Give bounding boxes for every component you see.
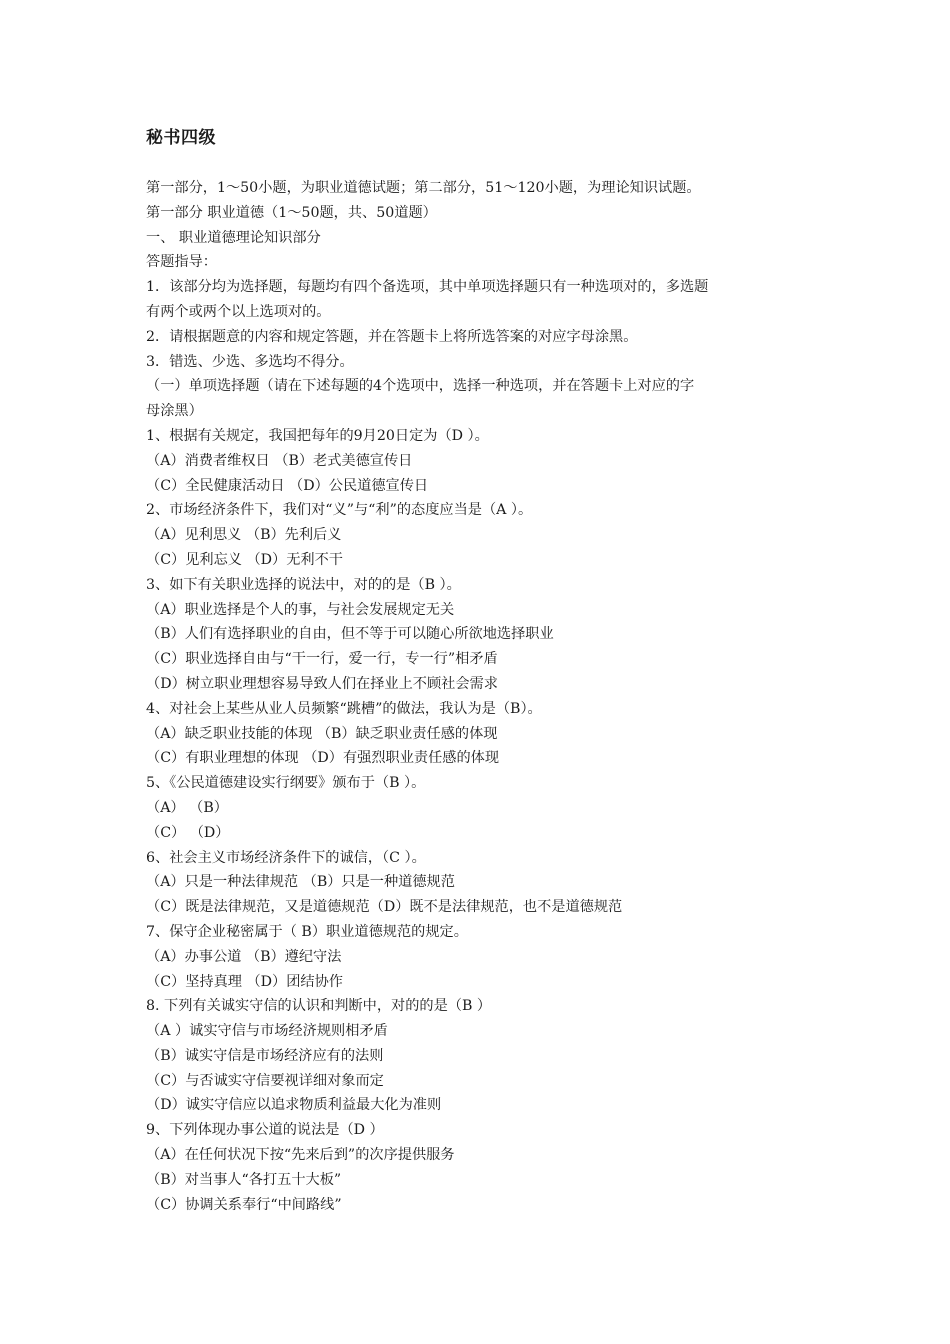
text-line: （D）诚实守信应以追求物质利益最大化为准则 — [146, 1097, 442, 1114]
text-line: （C） （D） — [146, 824, 230, 841]
text-line: （A）消费者维权日 （B）老式美德宣传日 — [146, 452, 413, 469]
document-body — [146, 176, 826, 1217]
text-line: 5、《公民道德建设实行纲要》颁布于（B ）。 — [146, 775, 426, 792]
text-line: （B）对当事人“各打五十大板” — [146, 1171, 342, 1188]
text-line: （一）单项选择题（请在下述每题的4个选项中，选择一种选项，并在答题卡上对应的字 — [146, 378, 695, 395]
text-line: 3．错选、少选、多选均不得分。 — [146, 353, 354, 370]
text-line: 1．该部分均为选择题，每题均有四个备选项，其中单项选择题只有一种选项对的，多选题 — [146, 279, 709, 296]
text-line: 一、 职业道德理论知识部分 — [146, 229, 321, 246]
text-line: 有两个或两个以上选项对的。 — [146, 303, 331, 320]
document-title: 秘书四级 — [146, 128, 216, 148]
document-page — [146, 126, 826, 1217]
text-line: （A）见利思义 （B）先利后义 — [146, 527, 342, 544]
text-line: 6、社会主义市场经济条件下的诚信，（C ）。 — [146, 849, 426, 866]
text-line: 9、下列体现办事公道的说法是（D ） — [146, 1122, 384, 1139]
text-line: 3、如下有关职业选择的说法中，对的的是（B ）。 — [146, 576, 461, 593]
text-line: 8. 下列有关诚实守信的认识和判断中，对的的是（B ） — [146, 998, 492, 1015]
text-line: （C）坚持真理 （D）团结协作 — [146, 973, 343, 990]
text-line: （A） （B） — [146, 799, 228, 816]
text-line: （C）与否诚实守信要视详细对象而定 — [146, 1072, 384, 1089]
text-line: （C）有职业理想的体现 （D）有强烈职业责任感的体现 — [146, 750, 500, 767]
text-line: （D）树立职业理想容易导致人们在择业上不顾社会需求 — [146, 675, 498, 692]
text-line: （B）人们有选择职业的自由，但不等于可以随心所欲地选择职业 — [146, 626, 554, 643]
text-line: （A）职业选择是个人的事，与社会发展规定无关 — [146, 601, 455, 618]
text-line: （C）既是法律规范，又是道德规范（D）既不是法律规范，也不是道德规范 — [146, 899, 623, 916]
text-line: （A ）诚实守信与市场经济规则相矛盾 — [146, 1023, 388, 1040]
text-line: （C）协调关系奉行“中间路线” — [146, 1196, 342, 1213]
text-line: 7、保守企业秘密属于（ B）职业道德规范的规定。 — [146, 923, 468, 940]
text-line: （C）职业选择自由与“干一行，爱一行，专一行”相矛盾 — [146, 651, 498, 668]
text-line: （C）全民健康活动日 （D）公民道德宣传日 — [146, 477, 429, 494]
text-line: （B）诚实守信是市场经济应有的法则 — [146, 1047, 384, 1064]
text-line: 第一部分，1～50小题，为职业道德试题；第二部分，51～120小题，为理论知识试题。 — [146, 180, 701, 196]
text-line: （A）只是一种法律规范 （B）只是一种道德规范 — [146, 874, 455, 891]
text-line: （A）在任何状况下按“先来后到”的次序提供服务 — [146, 1147, 455, 1164]
text-line: （C）见利忘义 （D）无利不干 — [146, 551, 343, 568]
text-line: 1、根据有关规定，我国把每年的9月20日定为（D ）。 — [146, 427, 489, 444]
text-line: 4、对社会上某些从业人员频繁“跳槽”的做法，我认为是（B）。 — [146, 700, 542, 717]
text-line: 2、市场经济条件下，我们对“义”与“利”的态度应当是（A ）。 — [146, 502, 533, 519]
text-line: （A）缺乏职业技能的体现 （B）缺乏职业责任感的体现 — [146, 725, 498, 742]
text-line: 答题指导： — [146, 254, 217, 271]
text-line: （A）办事公道 （B）遵纪守法 — [146, 948, 342, 965]
text-line: 第一部分 职业道德（1～50题，共、50道题） — [146, 204, 437, 221]
text-line: 母涂黑） — [146, 403, 203, 420]
text-line: 2．请根据题意的内容和规定答题，并在答题卡上将所选答案的对应字母涂黑。 — [146, 328, 638, 345]
